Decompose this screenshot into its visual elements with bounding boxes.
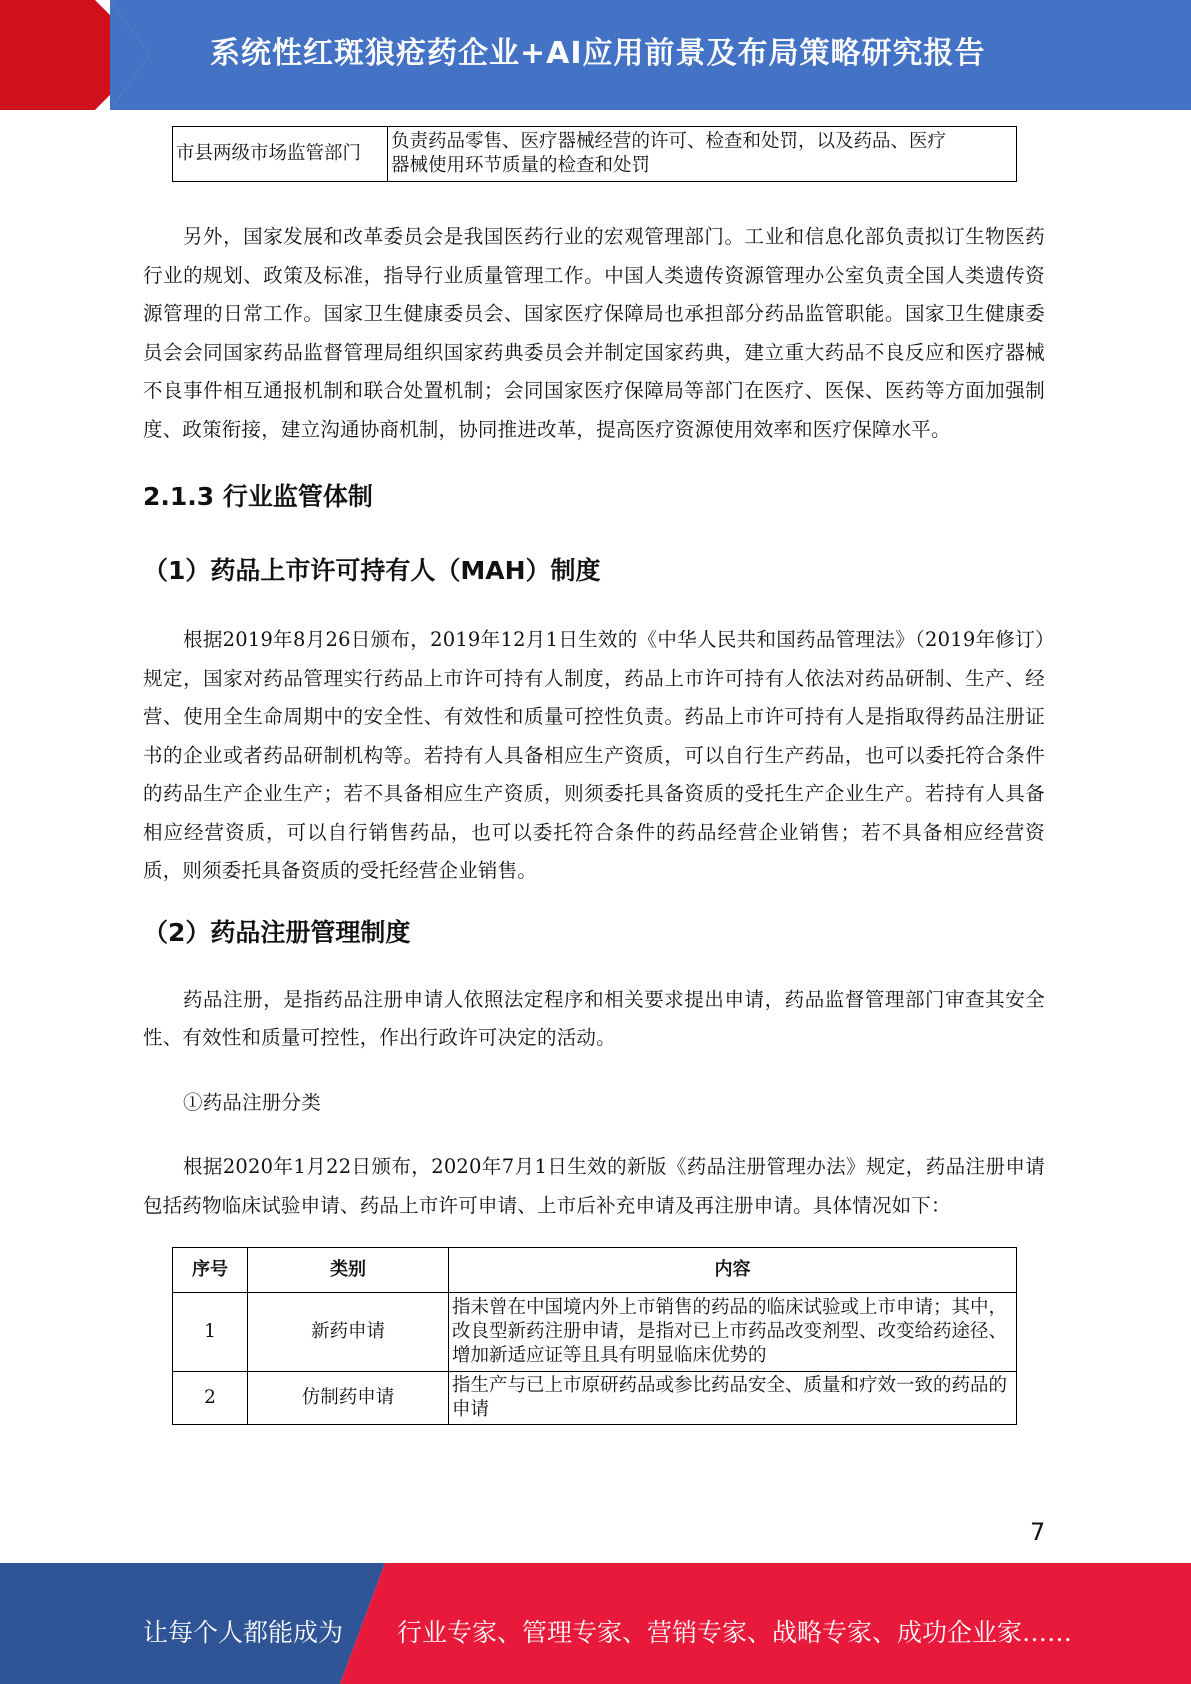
department-cell: 市县两级市场监管部门 [173, 127, 388, 182]
page-header [0, 0, 1191, 110]
footer-slogan-left: 让每个人都能成为 [143, 1618, 344, 1647]
duty-cell [388, 127, 1017, 182]
paragraph: 另外，国家发展和改革委员会是我国医药行业的宏观管理部门。工业和信息化部负责拟订生物医药行业的规划、政策及标准，指导行业质量管理工作。中国人类遗传资源管理办公室负责全国人类遗传资源管理的日常工作。国家卫生健康委员会、国家医疗保障局也承担部分药品监管职能。国家卫生健康委员会会同国家药品监督管理局组织国家药典委员会并制定国家药典，建立重大药品不良反应和医疗器械不良事件相互通报机制和联合处置机制；会同国家医疗保障局等部门在医疗、医保、医药等方面加强制度、政策衔接，建立沟通协商机制，协同推进改革，提高医疗资源使用效率和医疗保障水平。 [143, 225, 1045, 441]
footer-slogan-right: 行业专家、管理专家、营销专家、战略专家、成功企业家…… [397, 1618, 1073, 1647]
column-header: 类别 [248, 1248, 449, 1293]
number-cell: 2 [173, 1372, 248, 1425]
page-content [143, 126, 1045, 1425]
registration-category-table [172, 1247, 1017, 1425]
table-header-row [173, 1248, 1017, 1293]
category-cell: 新药申请 [248, 1293, 449, 1372]
column-header: 序号 [173, 1248, 248, 1293]
table-row [173, 127, 1017, 182]
paragraph: ①药品注册分类 [183, 1090, 321, 1114]
duty-line: 器械使用环节质量的检查和处罚 [391, 155, 651, 176]
subsection-heading: （2）药品注册管理制度 [143, 917, 411, 947]
paragraph: 药品注册，是指药品注册申请人依照法定程序和相关要求提出申请，药品监督管理部门审查其安全性、有效性和质量可控性，作出行政许可决定的活动。 [143, 987, 1045, 1049]
category-cell: 仿制药申请 [248, 1372, 449, 1425]
content-cell: 指未曾在中国境内外上市销售的药品的临床试验或上市申请；其中，改良型新药注册申请，是指对已上市药品改变剂型、改变给药途径、增加新适应证等且具有明显临床优势的 [449, 1293, 1017, 1372]
section-heading: 2.1.3 行业监管体制 [143, 482, 373, 511]
content-cell: 指生产与已上市原研药品或参比药品安全、质量和疗效一致的药品的申请 [449, 1372, 1017, 1425]
page-number: 7 [1030, 1518, 1046, 1546]
table-row [173, 1372, 1017, 1425]
table-row [173, 1293, 1017, 1372]
paragraph: 根据2020年1月22日颁布，2020年7月1日生效的新版《药品注册管理办法》规定，药品注册申请包括药物临床试验申请、药品上市许可申请、上市后补充申请及再注册申请。具体情况如下： [143, 1155, 1045, 1217]
header-arrow-decoration [0, 0, 150, 110]
paragraph: 根据2019年8月26日颁布，2019年12月1日生效的《中华人民共和国药品管理法》（2019年修订）规定，国家对药品管理实行药品上市许可持有人制度，药品上市许可持有人依法对药品研制、生产、经营、使用全生命周期中的安全性、有效性和质量可控性负责。药品上市许可持有人是指取得药品注册证书的企业或者药品研制机构等。若持有人具备相应生产资质，可以自行生产药品，也可以委托符合条件的药品生产企业生产；若不具备相应生产资质，则须委托具备资质的受托生产企业生产。若持有人具备相应经营资质，可以自行销售药品，也可以委托符合条件的药品经营企业销售；若不具备相应经营资质，则须委托具备资质的受托经营企业销售。 [143, 628, 1045, 882]
regulator-duty-table [172, 126, 1017, 182]
duty-line: 负责药品零售、医疗器械经营的许可、检查和处罚，以及药品、医疗 [391, 131, 947, 152]
report-title: 系统性红斑狼疮药企业+AI应用前景及布局策略研究报告 [210, 36, 986, 71]
number-cell: 1 [173, 1293, 248, 1372]
column-header: 内容 [449, 1248, 1017, 1293]
subsection-heading: （1）药品上市许可持有人（MAH）制度 [143, 556, 601, 585]
page-footer [0, 1563, 1191, 1684]
